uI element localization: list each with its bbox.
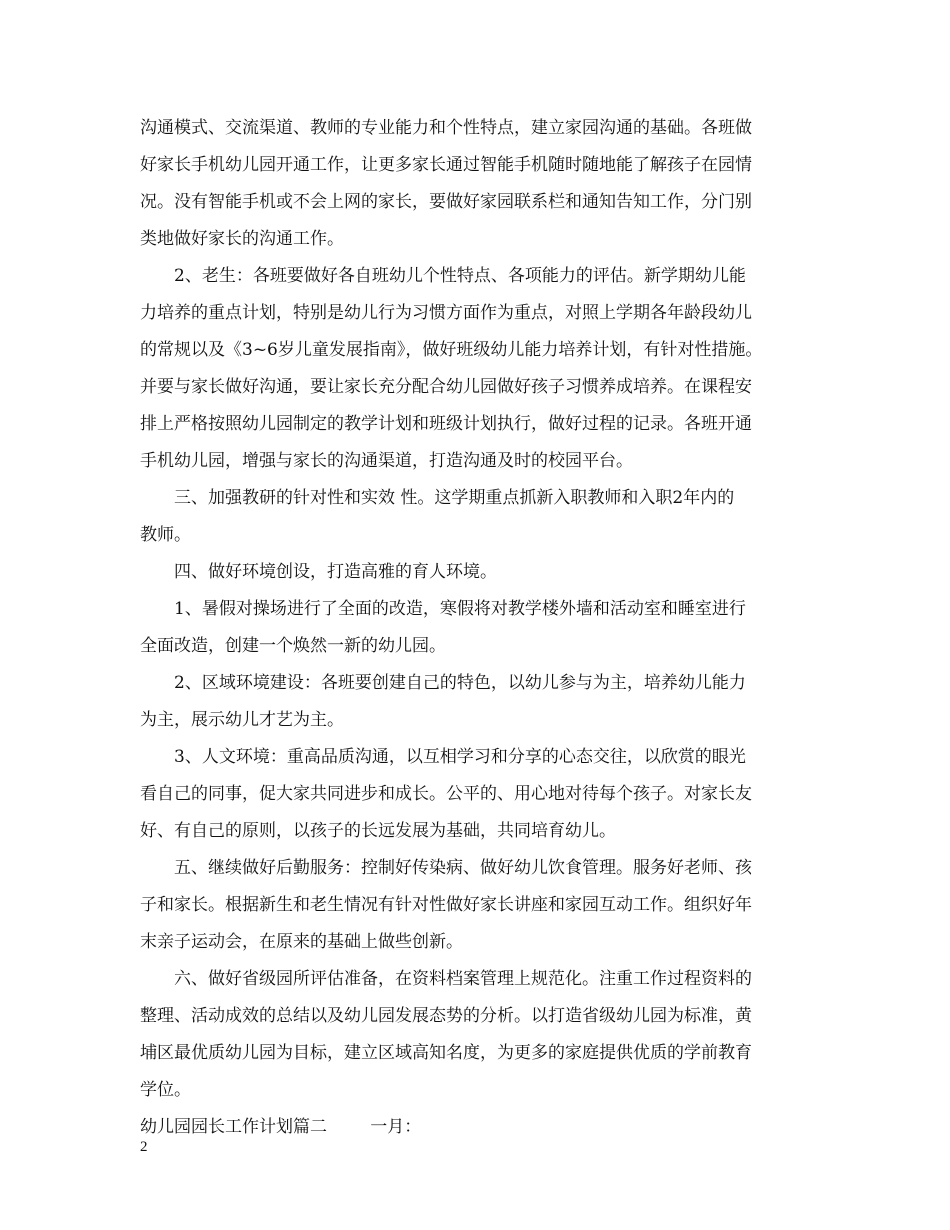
- text-line: 学位。: [140, 1080, 191, 1100]
- text-line: 埔区最优质幼儿园为目标，建立区域高知名度，为更多的家庭提供优质的学前教育: [140, 1043, 752, 1063]
- text-line: 排上严格按照幼儿园制定的教学计划和班级计划执行，做好过程的记录。各班开通: [140, 414, 752, 434]
- document-body: [140, 110, 820, 1146]
- text-line: 沟通模式、交流渠道、教师的专业能力和个性特点，建立家园沟通的基础。各班做: [140, 118, 752, 138]
- page-number: 2: [140, 1139, 148, 1155]
- text-line: 看自己的同事，促大家共同进步和成长。公平的、用心地对待每个孩子。对家长友: [140, 784, 752, 804]
- text-line: 全面改造，创建一个焕然一新的幼儿园。: [140, 636, 446, 656]
- text-line: 类地做好家长的沟通工作。: [140, 229, 344, 249]
- text-line: 三、加强教研的针对性和实效 性。这学期重点抓新入职教师和入职2年内的: [174, 488, 735, 508]
- text-line: 的常规以及《3~6岁儿童发展指南》，做好班级幼儿能力培养计划，有针对性措施。: [140, 340, 763, 360]
- text-line: 五、继续做好后勤服务：控制好传染病、做好幼儿饮食管理。服务好老师、孩: [174, 858, 752, 878]
- text-line: 四、做好环境创设，打造高雅的育人环境。: [174, 562, 497, 582]
- text-line: 子和家长。根据新生和老生情况有针对性做好家长讲座和家园互动工作。组织好年: [140, 895, 752, 915]
- text-line: 3、人文环境：重高品质沟通，以互相学习和分享的心态交往，以欣赏的眼光: [174, 747, 746, 767]
- text-line: 并要与家长做好沟通，要让家长充分配合幼儿园做好孩子习惯养成培养。在课程安: [140, 377, 752, 397]
- text-line: 六、做好省级园所评估准备，在资料档案管理上规范化。注重工作过程资料的: [174, 969, 752, 989]
- text-line: 手机幼儿园，增强与家长的沟通渠道，打造沟通及时的校园平台。: [140, 451, 633, 471]
- text-line: 末亲子运动会，在原来的基础上做些创新。: [140, 932, 463, 952]
- text-line: 2、区域环境建设：各班要创建自己的特色，以幼儿参与为主，培养幼儿能力: [174, 673, 746, 693]
- text-line: 2、老生：各班要做好各自班幼儿个性特点、各项能力的评估。新学期幼儿能: [174, 266, 746, 286]
- text-line: 况。没有智能手机或不会上网的家长，要做好家园联系栏和通知告知工作，分门别: [140, 192, 752, 212]
- text-line: 幼儿园园长工作计划篇二 一月：: [140, 1117, 422, 1137]
- text-line: 整理、活动成效的总结以及幼儿园发展态势的分析。以打造省级幼儿园为标准，黄: [140, 1006, 752, 1026]
- text-line: 好家长手机幼儿园开通工作，让更多家长通过智能手机随时随地能了解孩子在园情: [140, 155, 752, 175]
- text-line: 好、有自己的原则，以孩子的长远发展为基础，共同培育幼儿。: [140, 821, 616, 841]
- text-line: 为主，展示幼儿才艺为主。: [140, 710, 344, 730]
- text-line: 教师。: [140, 525, 191, 545]
- text-line: 1、暑假对操场进行了全面的改造，寒假将对教学楼外墙和活动室和睡室进行: [174, 599, 746, 619]
- text-line: 力培养的重点计划，特别是幼儿行为习惯方面作为重点，对照上学期各年龄段幼儿: [140, 303, 752, 323]
